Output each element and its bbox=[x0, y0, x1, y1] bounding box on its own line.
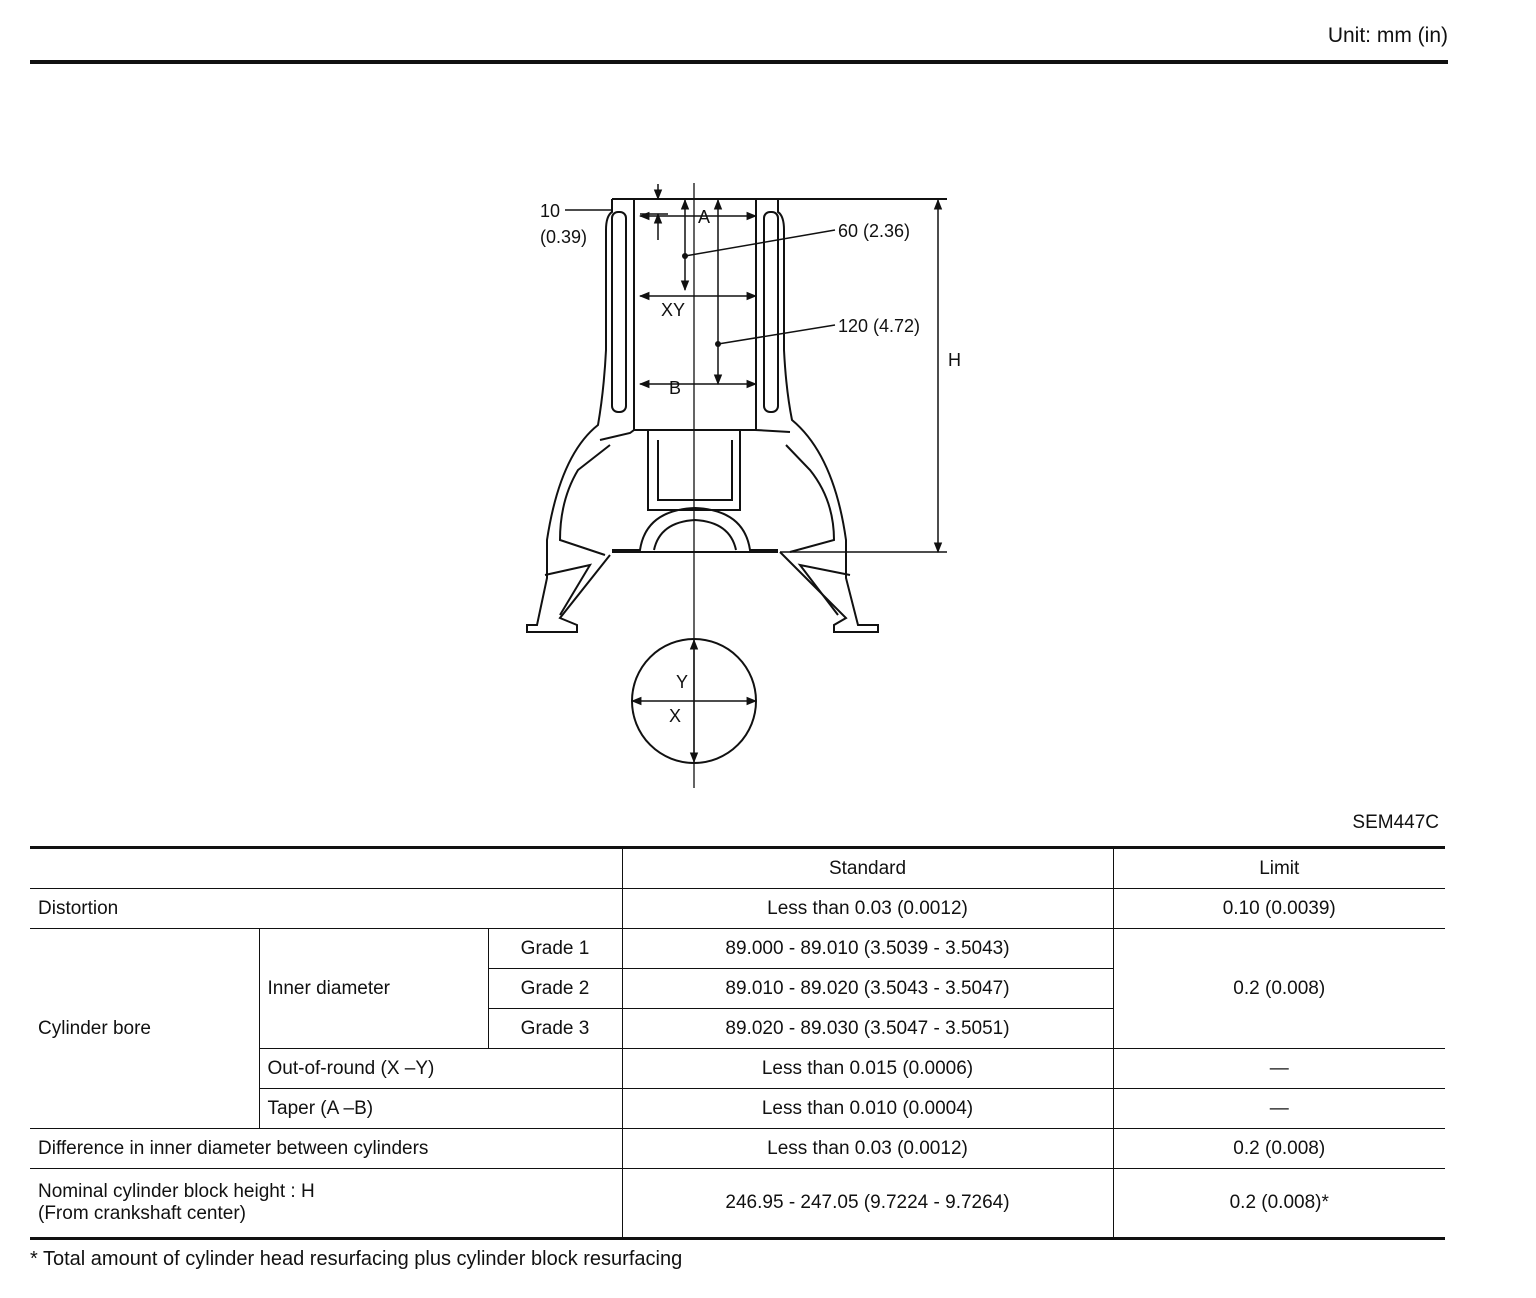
label-depth-60: 60 (2.36) bbox=[838, 221, 911, 241]
header-empty-cell bbox=[30, 848, 622, 889]
distortion-limit: 0.10 (0.0039) bbox=[1113, 889, 1445, 929]
grade-2-standard: 89.010 - 89.020 (3.5043 - 3.5047) bbox=[622, 969, 1113, 1009]
grade-3-standard: 89.020 - 89.030 (3.5047 - 3.5051) bbox=[622, 1009, 1113, 1049]
block-outline bbox=[527, 199, 947, 632]
label-b: B bbox=[669, 378, 682, 398]
label-y: Y bbox=[676, 672, 689, 692]
label-x: X bbox=[669, 706, 682, 726]
unit-label: Unit: mm (in) bbox=[1327, 24, 1448, 47]
footnote: * Total amount of cylinder head resurfacing plus cylinder block resurfacing bbox=[30, 1248, 683, 1270]
taper-standard: Less than 0.010 (0.0004) bbox=[622, 1089, 1113, 1129]
label-top-offset-in: (0.39) bbox=[540, 227, 588, 247]
table-header-row bbox=[30, 848, 1445, 889]
difference-standard: Less than 0.03 (0.0012) bbox=[622, 1129, 1113, 1169]
header-limit: Limit bbox=[1113, 848, 1445, 889]
table-row bbox=[30, 1169, 1445, 1239]
inner-diameter-label: Inner diameter bbox=[259, 929, 488, 1049]
grade-1-standard: 89.000 - 89.010 (3.5039 - 3.5043) bbox=[622, 929, 1113, 969]
difference-limit: 0.2 (0.008) bbox=[1113, 1129, 1445, 1169]
inner-diameter-limit: 0.2 (0.008) bbox=[1113, 929, 1445, 1049]
out-of-round-standard: Less than 0.015 (0.0006) bbox=[622, 1049, 1113, 1089]
distortion-standard: Less than 0.03 (0.0012) bbox=[622, 889, 1113, 929]
height-standard: 246.95 - 247.05 (9.7224 - 9.7264) bbox=[622, 1169, 1113, 1239]
grade-3-label: Grade 3 bbox=[488, 1009, 622, 1049]
taper-limit: — bbox=[1113, 1089, 1445, 1129]
header-standard: Standard bbox=[622, 848, 1113, 889]
figure-id: SEM447C bbox=[1352, 812, 1439, 833]
height-label-line1: Nominal cylinder block height : H bbox=[38, 1181, 315, 1202]
taper-label: Taper (A –B) bbox=[259, 1089, 622, 1129]
height-limit: 0.2 (0.008)* bbox=[1113, 1169, 1445, 1239]
out-of-round-label: Out-of-round (X –Y) bbox=[259, 1049, 622, 1089]
label-xy: XY bbox=[661, 300, 686, 320]
label-a: A bbox=[698, 207, 711, 227]
table-row bbox=[30, 1129, 1445, 1169]
height-label bbox=[30, 1169, 622, 1239]
spec-table bbox=[30, 846, 1445, 1240]
table-row bbox=[30, 929, 1445, 969]
distortion-label: Distortion bbox=[30, 889, 622, 929]
label-top-offset: 10 bbox=[540, 201, 561, 221]
grade-1-label: Grade 1 bbox=[488, 929, 622, 969]
difference-label: Difference in inner diameter between cylinders bbox=[30, 1129, 622, 1169]
cylinder-bore-label: Cylinder bore bbox=[30, 929, 259, 1129]
label-h: H bbox=[948, 350, 961, 370]
table-row bbox=[30, 889, 1445, 929]
grade-2-label: Grade 2 bbox=[488, 969, 622, 1009]
out-of-round-limit: — bbox=[1113, 1049, 1445, 1089]
label-depth-120: 120 (4.72) bbox=[838, 316, 921, 336]
height-label-line2: (From crankshaft center) bbox=[38, 1203, 246, 1224]
